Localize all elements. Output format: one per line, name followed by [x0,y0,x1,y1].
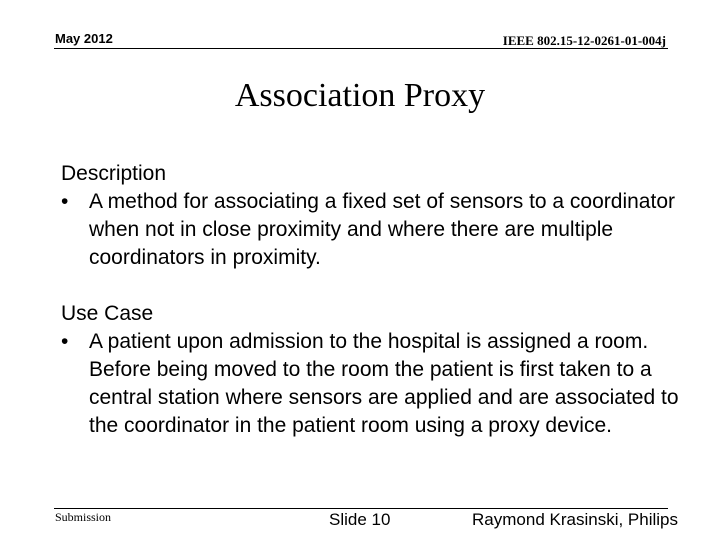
slide-body [61,160,701,440]
slide-title: Association Proxy [234,77,486,114]
bullet-icon: • [61,190,69,213]
bullet-item-description [61,188,701,272]
footer-divider [54,508,668,509]
footer-author: Raymond Krasinski, Philips [472,510,678,529]
bullet-text: A method for associating a fixed set of sensors to a coordinator when not in close proximity and where there are multiple coordinators in proximity. [89,190,675,269]
footer-slide-number: Slide 10 [329,510,391,529]
section-heading-use-case: Use Case [61,302,154,325]
bullet-item-use-case [61,328,701,440]
bullet-icon: • [61,330,69,353]
footer-submission: Submission [55,510,112,524]
section-heading-description: Description [61,162,167,185]
header-date: May 2012 [55,31,113,46]
header-divider [54,48,668,49]
bullet-text: A patient upon admission to the hospital is assigned a room. Before being moved to the room the patient is first taken to a central station where sensors are applied and are associated to the coordinator in the patient room using a proxy device. [89,330,679,437]
header-document-id: IEEE 802.15-12-0261-01-004j [502,33,666,48]
